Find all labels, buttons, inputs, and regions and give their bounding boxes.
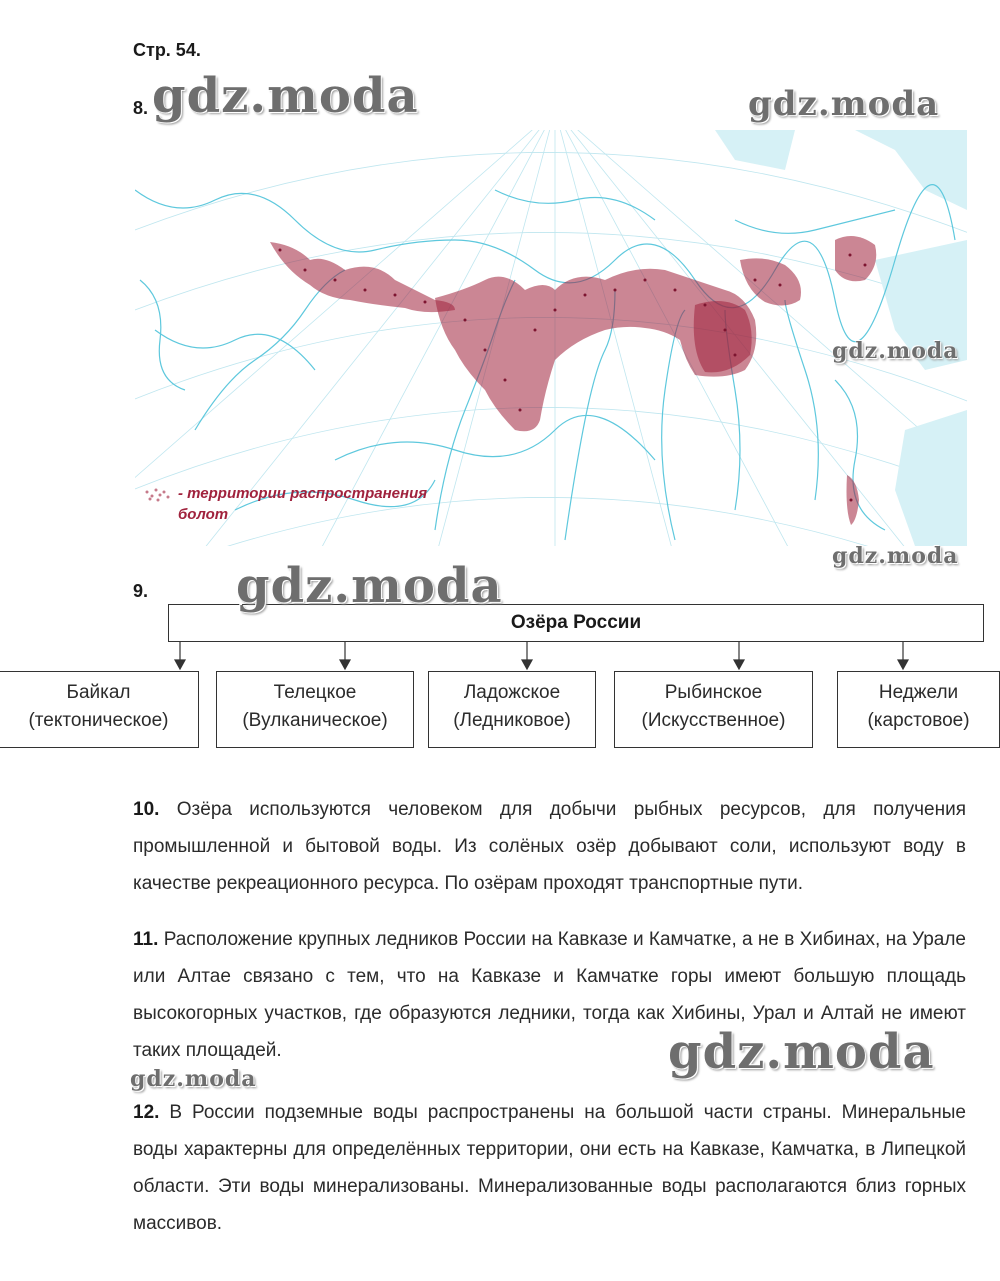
lake-type: (Искусственное): [641, 710, 786, 731]
lake-type: (тектоническое): [28, 710, 169, 731]
watermark-logo: gdz.moda: [152, 68, 419, 124]
lake-name: Байкал: [66, 682, 131, 703]
task-12-number: 12.: [133, 1102, 160, 1123]
task-10-paragraph: [133, 791, 966, 902]
lakes-header-box: Озёра России: [168, 604, 984, 642]
task-11-text: Расположение крупных ледников России на Кавказе и Камчатке, а не в Хибинах, на Урале или Алтае связано с тем, что на Кавказе и Камчатке горы имеют большую площадь высокогорных участков, где образуются ледники, тогда как Хибины, Урал и Алтай не имеют таких площадей.: [133, 929, 966, 1061]
lake-type: (Вулканическое): [242, 710, 388, 731]
watermark-logo: gdz.moda: [832, 543, 959, 569]
lake-name: Ладожское: [463, 682, 561, 703]
task-8-number: 8.: [133, 98, 149, 118]
lake-box-teletskoye: [216, 671, 414, 748]
lake-box-rybinsk: [614, 671, 813, 748]
lake-name: Неджели: [878, 682, 959, 703]
connector-arrows: [0, 640, 1000, 672]
watermark-logo: gdz.moda: [668, 1024, 935, 1080]
task-11-number: 11.: [133, 929, 159, 950]
lake-name: Рыбинское: [664, 682, 763, 703]
watermark-logo: gdz.moda: [748, 84, 940, 124]
lake-type: (карстовое): [867, 710, 970, 731]
page-label: Стр. 54.: [133, 40, 201, 60]
lake-box-ladoga: [428, 671, 596, 748]
map-legend: [178, 483, 458, 525]
lake-box-nedzheli: [837, 671, 1000, 748]
task-12-text: В России подземные воды распространены на большой части страны. Минеральные воды характерны для определённых территории, они есть на Кавказе, Камчатка, в Липецкой области. Эти воды минерализованы. Минерализованные воды располагаются близ горных массивов.: [133, 1102, 966, 1234]
lake-type: (Ледниковое): [453, 710, 571, 731]
watermark-logo: gdz.moda: [236, 558, 503, 614]
task-12-paragraph: [133, 1094, 966, 1242]
task-9-number: 9.: [133, 581, 149, 601]
swamp-areas: [270, 236, 876, 525]
lake-name: Телецкое: [273, 682, 357, 703]
lake-box-baikal: [0, 671, 199, 748]
legend-swatch: [142, 484, 172, 504]
legend-line-2: болот: [178, 506, 229, 523]
watermark-logo: gdz.moda: [832, 338, 959, 364]
task-10-text: Озёра используются человеком для добычи рыбных ресурсов, для получения промышленной и бытовой воды. Из солёных озёр добывают соли, используют воду в качестве рекреационного ресурса. По озёрам проходят транспортные пути.: [133, 799, 967, 894]
legend-line-1: - территории распространения: [178, 485, 428, 502]
task-10-number: 10.: [133, 799, 160, 820]
watermark-logo: gdz.moda: [130, 1066, 257, 1092]
